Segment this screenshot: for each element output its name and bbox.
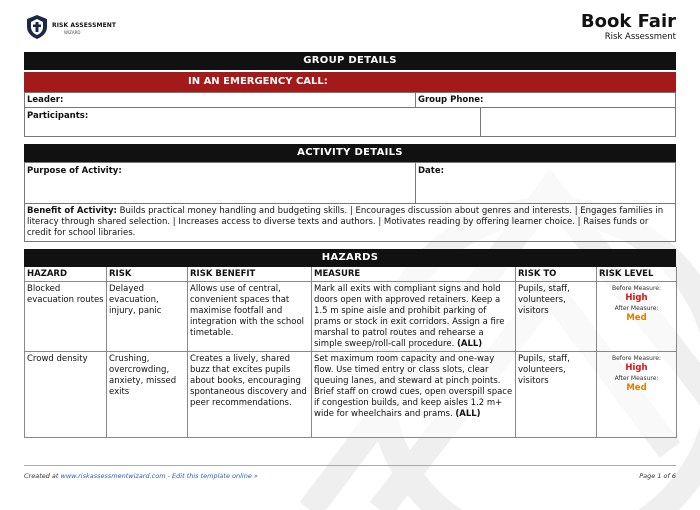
risk-cell: Delayed evacuation, injury, panic: [107, 282, 188, 352]
col-header-risk-to: RISK TO: [516, 267, 597, 282]
hazards-table: [24, 267, 677, 438]
footer-divider: [24, 465, 676, 466]
col-header-risk-level: RISK LEVEL: [597, 267, 677, 282]
after-measure-level: Med: [626, 383, 647, 393]
group-details-heading: GROUP DETAILS: [24, 52, 676, 70]
after-measure-label: After Measure:: [614, 375, 659, 382]
risk-cell: Crushing, overcrowding, anxiety, missed exits: [107, 352, 188, 438]
document-title: Book Fair: [580, 11, 676, 32]
before-measure-level: High: [625, 293, 648, 303]
document-subtitle: Risk Assessment: [604, 32, 676, 42]
group-phone-field[interactable]: [415, 92, 676, 108]
col-header-risk-benefit: RISK BENEFIT: [188, 267, 312, 282]
date-label: Date:: [418, 166, 445, 176]
benefit-paragraph: [27, 206, 673, 239]
emergency-call-label: IN AN EMERGENCY CALL:: [188, 76, 328, 87]
risk-level-cell: [597, 282, 677, 352]
logo-subtext: WIZARD: [64, 30, 81, 35]
col-header-measure: MEASURE: [312, 267, 516, 282]
leader-field[interactable]: [24, 92, 416, 108]
leader-label: Leader:: [27, 95, 64, 105]
before-measure-level: High: [625, 363, 648, 373]
measure-tag: (ALL): [457, 339, 483, 349]
group-phone-label: Group Phone:: [418, 95, 484, 105]
hazards-header-row: [25, 267, 677, 282]
after-measure-label: After Measure:: [614, 305, 659, 312]
purpose-label: Purpose of Activity:: [27, 166, 122, 176]
table-row: [25, 282, 677, 352]
date-field[interactable]: [415, 162, 676, 204]
benefit-field: [24, 203, 676, 242]
risk-to-cell: Pupils, staff, volunteers, visitors: [516, 282, 597, 352]
measure-cell: [312, 282, 516, 352]
col-header-hazard: HAZARD: [25, 267, 107, 282]
page-number: Page 1 of 6: [639, 472, 676, 480]
before-measure-label: Before Measure:: [611, 285, 662, 292]
hazard-cell: Blocked evacuation routes: [25, 282, 107, 352]
measure-tag: (ALL): [455, 409, 481, 419]
risk-to-cell: Pupils, staff, volunteers, visitors: [516, 352, 597, 438]
col-header-risk: RISK: [107, 267, 188, 282]
benefit-text: Builds practical money handling and budgeting skills. | Encourages discussion about genres and interests. | Engages families in literacy through shared selection. | Increases access to diverse texts and authors. | Motivates reading by offering learner choice. | Raises funds or credit for school libraries.: [27, 206, 664, 238]
table-row: [25, 352, 677, 438]
page-header: [0, 0, 700, 48]
activity-details-heading: ACTIVITY DETAILS: [24, 144, 676, 162]
footer-edit-link[interactable]: www.riskassessmentwizard.com - Edit this template online »: [60, 472, 258, 480]
footer-created-prefix: Created at: [24, 472, 61, 480]
purpose-field[interactable]: [24, 162, 416, 204]
before-measure-label: Before Measure:: [611, 355, 662, 362]
benefit-cell: Allows use of central, convenient spaces that maximise footfall and integration with the school timetable.: [188, 282, 312, 352]
measure-text: Mark all exits with compliant signs and hold doors open with approved retainers. Keep a 1.5 m spine aisle and prohibit parking of prams or stock in exit corridors. Assign a fire marshal to patrol routes and rehearse a simple sweep/roll-call procedure.: [314, 284, 505, 349]
emergency-call-bar: [24, 72, 676, 92]
logo-text: RISK ASSESSMENT: [52, 22, 117, 29]
hazard-cell: Crowd density: [25, 352, 107, 438]
measure-cell: [312, 352, 516, 438]
after-measure-level: Med: [626, 313, 647, 323]
hazards-heading: HAZARDS: [24, 249, 676, 267]
footer-credit: [24, 472, 258, 480]
benefit-cell: Creates a lively, shared buzz that excites pupils about books, encouraging spontaneous discovery and peer recommendations.: [188, 352, 312, 438]
risk-level-cell: [597, 352, 677, 438]
participants-field[interactable]: [24, 107, 481, 137]
shield-logo-icon: [26, 14, 48, 40]
participants-extra-field[interactable]: [480, 107, 676, 137]
benefit-label: Benefit of Activity:: [27, 206, 117, 216]
participants-label: Participants:: [27, 111, 89, 121]
measure-text: Set maximum room capacity and one-way flow. Use timed entry or class slots, clear queuing lanes, and steward at pinch points. Brief staff on crowd cues, open overspill space if congestion builds, and keep aisles 1.2 m+ wide for wheelchairs and prams.: [314, 354, 513, 419]
